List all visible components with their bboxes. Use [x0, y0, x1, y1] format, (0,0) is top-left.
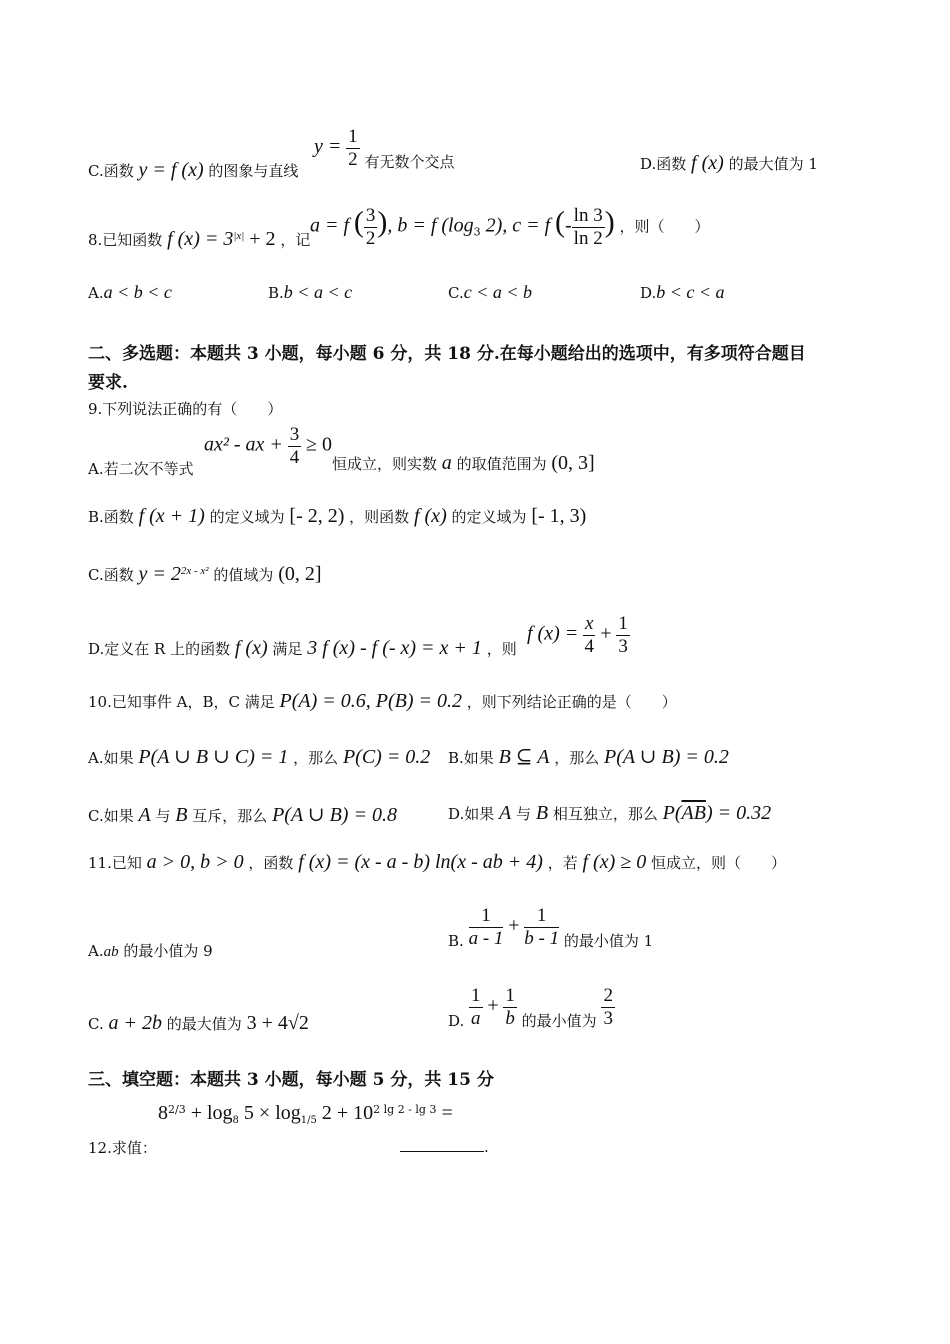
- text: 的取值范围为: [456, 455, 547, 473]
- math-expr: (0, 3]: [551, 452, 595, 474]
- q11-option-d: D. $\frac{1}{a}$ + $\frac{1}{b}$ 的最小值为 $\frac{2}{3}$: [448, 985, 613, 1030]
- math-expr: a + 2b: [108, 1012, 162, 1034]
- fraction: $\frac{1}{b}$: [505, 985, 515, 1029]
- q9-option-d: D.定义在 R 上的函数 f (x) 满足 3 f (x) - f (- x) = x + 1 ，则: [88, 637, 517, 659]
- q10-option-d: D.如果 A 与 B 相互独立，那么 $P(\overline{AB}) = 0.32$: [448, 802, 772, 824]
- math-expr: y =: [314, 135, 342, 158]
- section-2-heading: 二、多选题：本题共 3 小题，每小题 6 分，共 18 分.在每小题给出的选项中，有多项符合题目: [88, 344, 806, 364]
- math-expr: 2), c = f: [480, 214, 551, 237]
- text: C.函数: [88, 162, 134, 180]
- q8-definitions: a = f ( $\frac{3}{2}$ ), b = f ($\log_3$ 2), c = f (- $\frac{\ln 3}{\ln 2}$ ) ，则（ ）: [310, 205, 710, 249]
- math-expr: [- 2, 2): [289, 505, 345, 527]
- text: 的图象与直线: [208, 162, 299, 180]
- fraction: $\frac{2}{3}$: [603, 985, 613, 1029]
- text: D.函数: [640, 155, 687, 173]
- fraction: $\frac{x}{4}$: [584, 613, 594, 657]
- math-expr: f (x) = (x - a - b) ln(x - ab + 4): [298, 851, 543, 873]
- q8-option-b: B.b < a < c: [268, 282, 353, 302]
- math-expr: a > 0, b > 0: [146, 851, 244, 873]
- math-expr: ≥ 0: [305, 433, 332, 456]
- math-expr: (0, 2]: [278, 563, 322, 585]
- text: ，记: [280, 231, 311, 249]
- text: 的最大值为 1: [728, 155, 818, 173]
- fraction: $\frac{1}{3}$: [618, 613, 628, 657]
- q7-option-c: [88, 159, 298, 182]
- q8-option-c: C.c < a < b: [448, 282, 533, 302]
- math-expr: a: [441, 452, 452, 474]
- fraction: $\frac{1}{b - 1}$: [524, 905, 560, 949]
- math-expr: ) = 0.32: [705, 802, 772, 824]
- exponent: 2/3: [168, 1103, 186, 1116]
- q11-stem: 11.已知 a > 0, b > 0 ，函数 f (x) = (x - a - b) ln(x - ab + 4) ，若 f (x) ≥ 0 恒成立，则（ ）: [88, 851, 787, 873]
- q9-a-tail: [332, 452, 595, 475]
- math-expr: f (x + 1): [138, 505, 205, 527]
- text: A.若二次不等式: [88, 460, 194, 478]
- math-expr: P(A ∪ B) = 0.8: [272, 804, 397, 826]
- math-expr: P(: [662, 802, 682, 824]
- q9-d-result: f (x) = $\frac{x}{4}$ + $\frac{1}{3}$: [527, 613, 628, 657]
- q10-option-a: A.如果 P(A ∪ B ∪ C) = 1 ，那么 P(C) = 0.2: [88, 746, 431, 768]
- math-expr: f (x): [691, 152, 724, 174]
- q8-stem: [88, 228, 310, 251]
- q12-stem: 12.求值：: [88, 1139, 157, 1157]
- math-expr: f (x): [234, 637, 268, 659]
- text: ，则（ ）: [619, 217, 710, 236]
- fraction: $\frac{1}{a}$: [471, 985, 481, 1029]
- q7-option-d: [640, 152, 818, 175]
- q9-option-a: [88, 458, 194, 479]
- exponent: |x|: [233, 230, 245, 242]
- math-expr: P(A) = 0.6, P(B) = 0.2: [279, 690, 463, 712]
- q10-option-b: B.如果 B ⊆ A ，那么 P(A ∪ B) = 0.2: [448, 746, 729, 768]
- math-expr: , b = f (log: [387, 214, 474, 237]
- q8-option-a: A.a < b < c: [88, 282, 172, 302]
- blank-line[interactable]: [400, 1137, 484, 1152]
- exponent: 2 lg 2 - lg 3: [373, 1103, 437, 1116]
- q11-option-a: A.ab 的最小值为 9: [88, 942, 213, 960]
- q10-option-c: C.如果 A 与 B 互斥，那么 P(A ∪ B) = 0.8: [88, 804, 397, 826]
- q10-stem: 10.已知事件 A，B，C 满足 P(A) = 0.6, P(B) = 0.2 ，则下列结论正确的是（ ）: [88, 690, 677, 712]
- q9-a-inequality: [204, 424, 332, 469]
- math-expr: P(C) = 0.2: [342, 746, 431, 768]
- math-expr: f (x) = 3: [167, 228, 234, 250]
- section-3-heading: 三、填空题：本题共 3 小题，每小题 5 分，共 15 分: [88, 1070, 494, 1090]
- math-expr: ax² - ax +: [204, 433, 283, 456]
- fraction: $\frac{\ln 3}{\ln 2}$: [573, 205, 603, 249]
- fraction: $\frac{1}{2}$: [348, 126, 358, 170]
- math-expr: f (x) =: [527, 622, 579, 645]
- math-expr: y = f (x): [138, 159, 204, 181]
- q11-option-b: B. $\frac{1}{a - 1}$ + $\frac{1}{b - 1}$ 的最小值为 1: [448, 905, 654, 950]
- math-expr: $\overline{AB}$: [681, 802, 706, 824]
- section-2-heading-cont: 要求.: [88, 373, 128, 393]
- q7-c-line-eq: [314, 126, 454, 171]
- math-expr: P(A ∪ B) = 0.2: [604, 746, 729, 768]
- exponent: 2x - x²: [180, 565, 209, 577]
- math-expr: a = f: [310, 214, 350, 237]
- math-expr: f (x) ≥ 0: [582, 851, 647, 873]
- subscript: 3: [473, 225, 481, 239]
- math-expr: 3 f (x) - f (- x) = x + 1: [307, 637, 482, 659]
- math-expr: 3 + 4√2: [246, 1012, 309, 1034]
- math-expr: P(A ∪ B ∪ C) = 1: [138, 746, 289, 768]
- q9-option-b: B.函数 f (x + 1) 的定义域为 [- 2, 2) ，则函数 f (x) 的定义域为 [- 1, 3): [88, 505, 587, 527]
- q12-expression: $8^{2/3} + \log_8 5 \times \log_{1/5} 2 + 10^{2 lg 2 - lg 3}$ =: [158, 1102, 453, 1126]
- math-expr: y = 2: [138, 563, 181, 585]
- q8-option-d: D.b < c < a: [640, 282, 725, 302]
- math-expr: f (x): [413, 505, 447, 527]
- math-expr: B ⊆ A: [498, 746, 550, 768]
- fraction: $\frac{3}{2}$: [365, 205, 376, 249]
- math-expr: [- 1, 3): [531, 505, 587, 527]
- q11-option-c: C. a + 2b 的最大值为 3 + 4√2: [88, 1012, 309, 1034]
- q9-stem: 9.下列说法正确的有（ ）: [88, 400, 283, 418]
- fraction: $\frac{3}{4}$: [289, 424, 300, 468]
- text: 恒成立，则实数: [332, 455, 438, 473]
- text: 8.已知函数: [88, 231, 163, 249]
- q9-option-c: C.函数 $y = 2^{2x - x^2}$ 的值域为 (0, 2]: [88, 563, 322, 585]
- q12-answer-blank[interactable]: .: [400, 1137, 489, 1156]
- fraction: $\frac{1}{a - 1}$: [468, 905, 504, 949]
- text: 有无数个交点: [364, 152, 455, 171]
- math-expr: + 2: [244, 228, 276, 250]
